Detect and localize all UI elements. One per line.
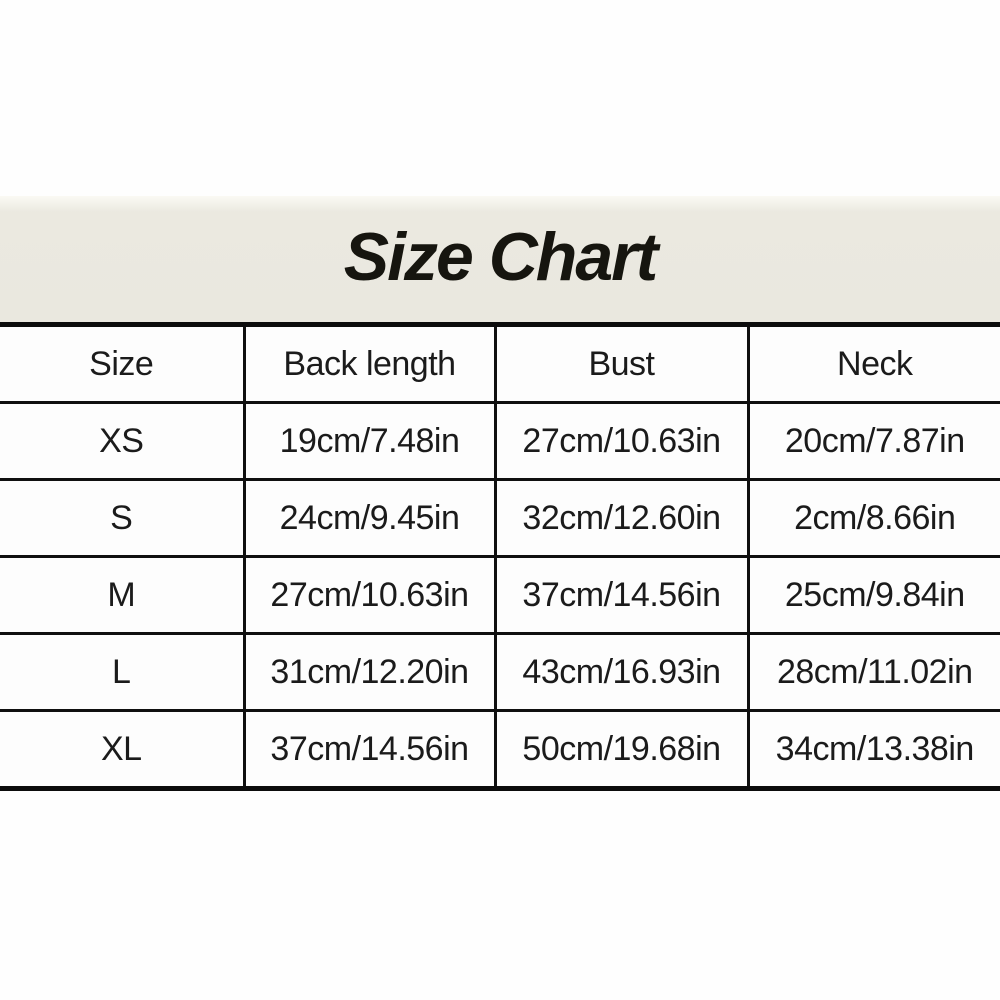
measurement-cell: 2cm/8.66in bbox=[748, 480, 1000, 557]
size-cell: L bbox=[0, 634, 244, 711]
size-cell: XL bbox=[0, 711, 244, 789]
column-header: Bust bbox=[495, 325, 748, 403]
page-title: Size Chart bbox=[343, 219, 657, 295]
table-row bbox=[0, 480, 1000, 557]
table-row bbox=[0, 634, 1000, 711]
column-header: Size bbox=[0, 325, 244, 403]
measurement-cell: 19cm/7.48in bbox=[244, 403, 495, 480]
measurement-cell: 37cm/14.56in bbox=[244, 711, 495, 789]
title-banner bbox=[0, 196, 1000, 322]
measurement-cell: 50cm/19.68in bbox=[495, 711, 748, 789]
measurement-cell: 28cm/11.02in bbox=[748, 634, 1000, 711]
size-cell: M bbox=[0, 557, 244, 634]
measurement-cell: 20cm/7.87in bbox=[748, 403, 1000, 480]
column-header: Back length bbox=[244, 325, 495, 403]
size-table bbox=[0, 322, 1000, 791]
measurement-cell: 31cm/12.20in bbox=[244, 634, 495, 711]
measurement-cell: 24cm/9.45in bbox=[244, 480, 495, 557]
measurement-cell: 43cm/16.93in bbox=[495, 634, 748, 711]
measurement-cell: 27cm/10.63in bbox=[244, 557, 495, 634]
header-row bbox=[0, 325, 1000, 403]
table-row bbox=[0, 557, 1000, 634]
measurement-cell: 37cm/14.56in bbox=[495, 557, 748, 634]
measurement-cell: 25cm/9.84in bbox=[748, 557, 1000, 634]
table-row bbox=[0, 711, 1000, 789]
size-cell: S bbox=[0, 480, 244, 557]
column-header: Neck bbox=[748, 325, 1000, 403]
table-row bbox=[0, 403, 1000, 480]
table-body bbox=[0, 403, 1000, 789]
measurement-cell: 32cm/12.60in bbox=[495, 480, 748, 557]
size-cell: XS bbox=[0, 403, 244, 480]
measurement-cell: 34cm/13.38in bbox=[748, 711, 1000, 789]
measurement-cell: 27cm/10.63in bbox=[495, 403, 748, 480]
